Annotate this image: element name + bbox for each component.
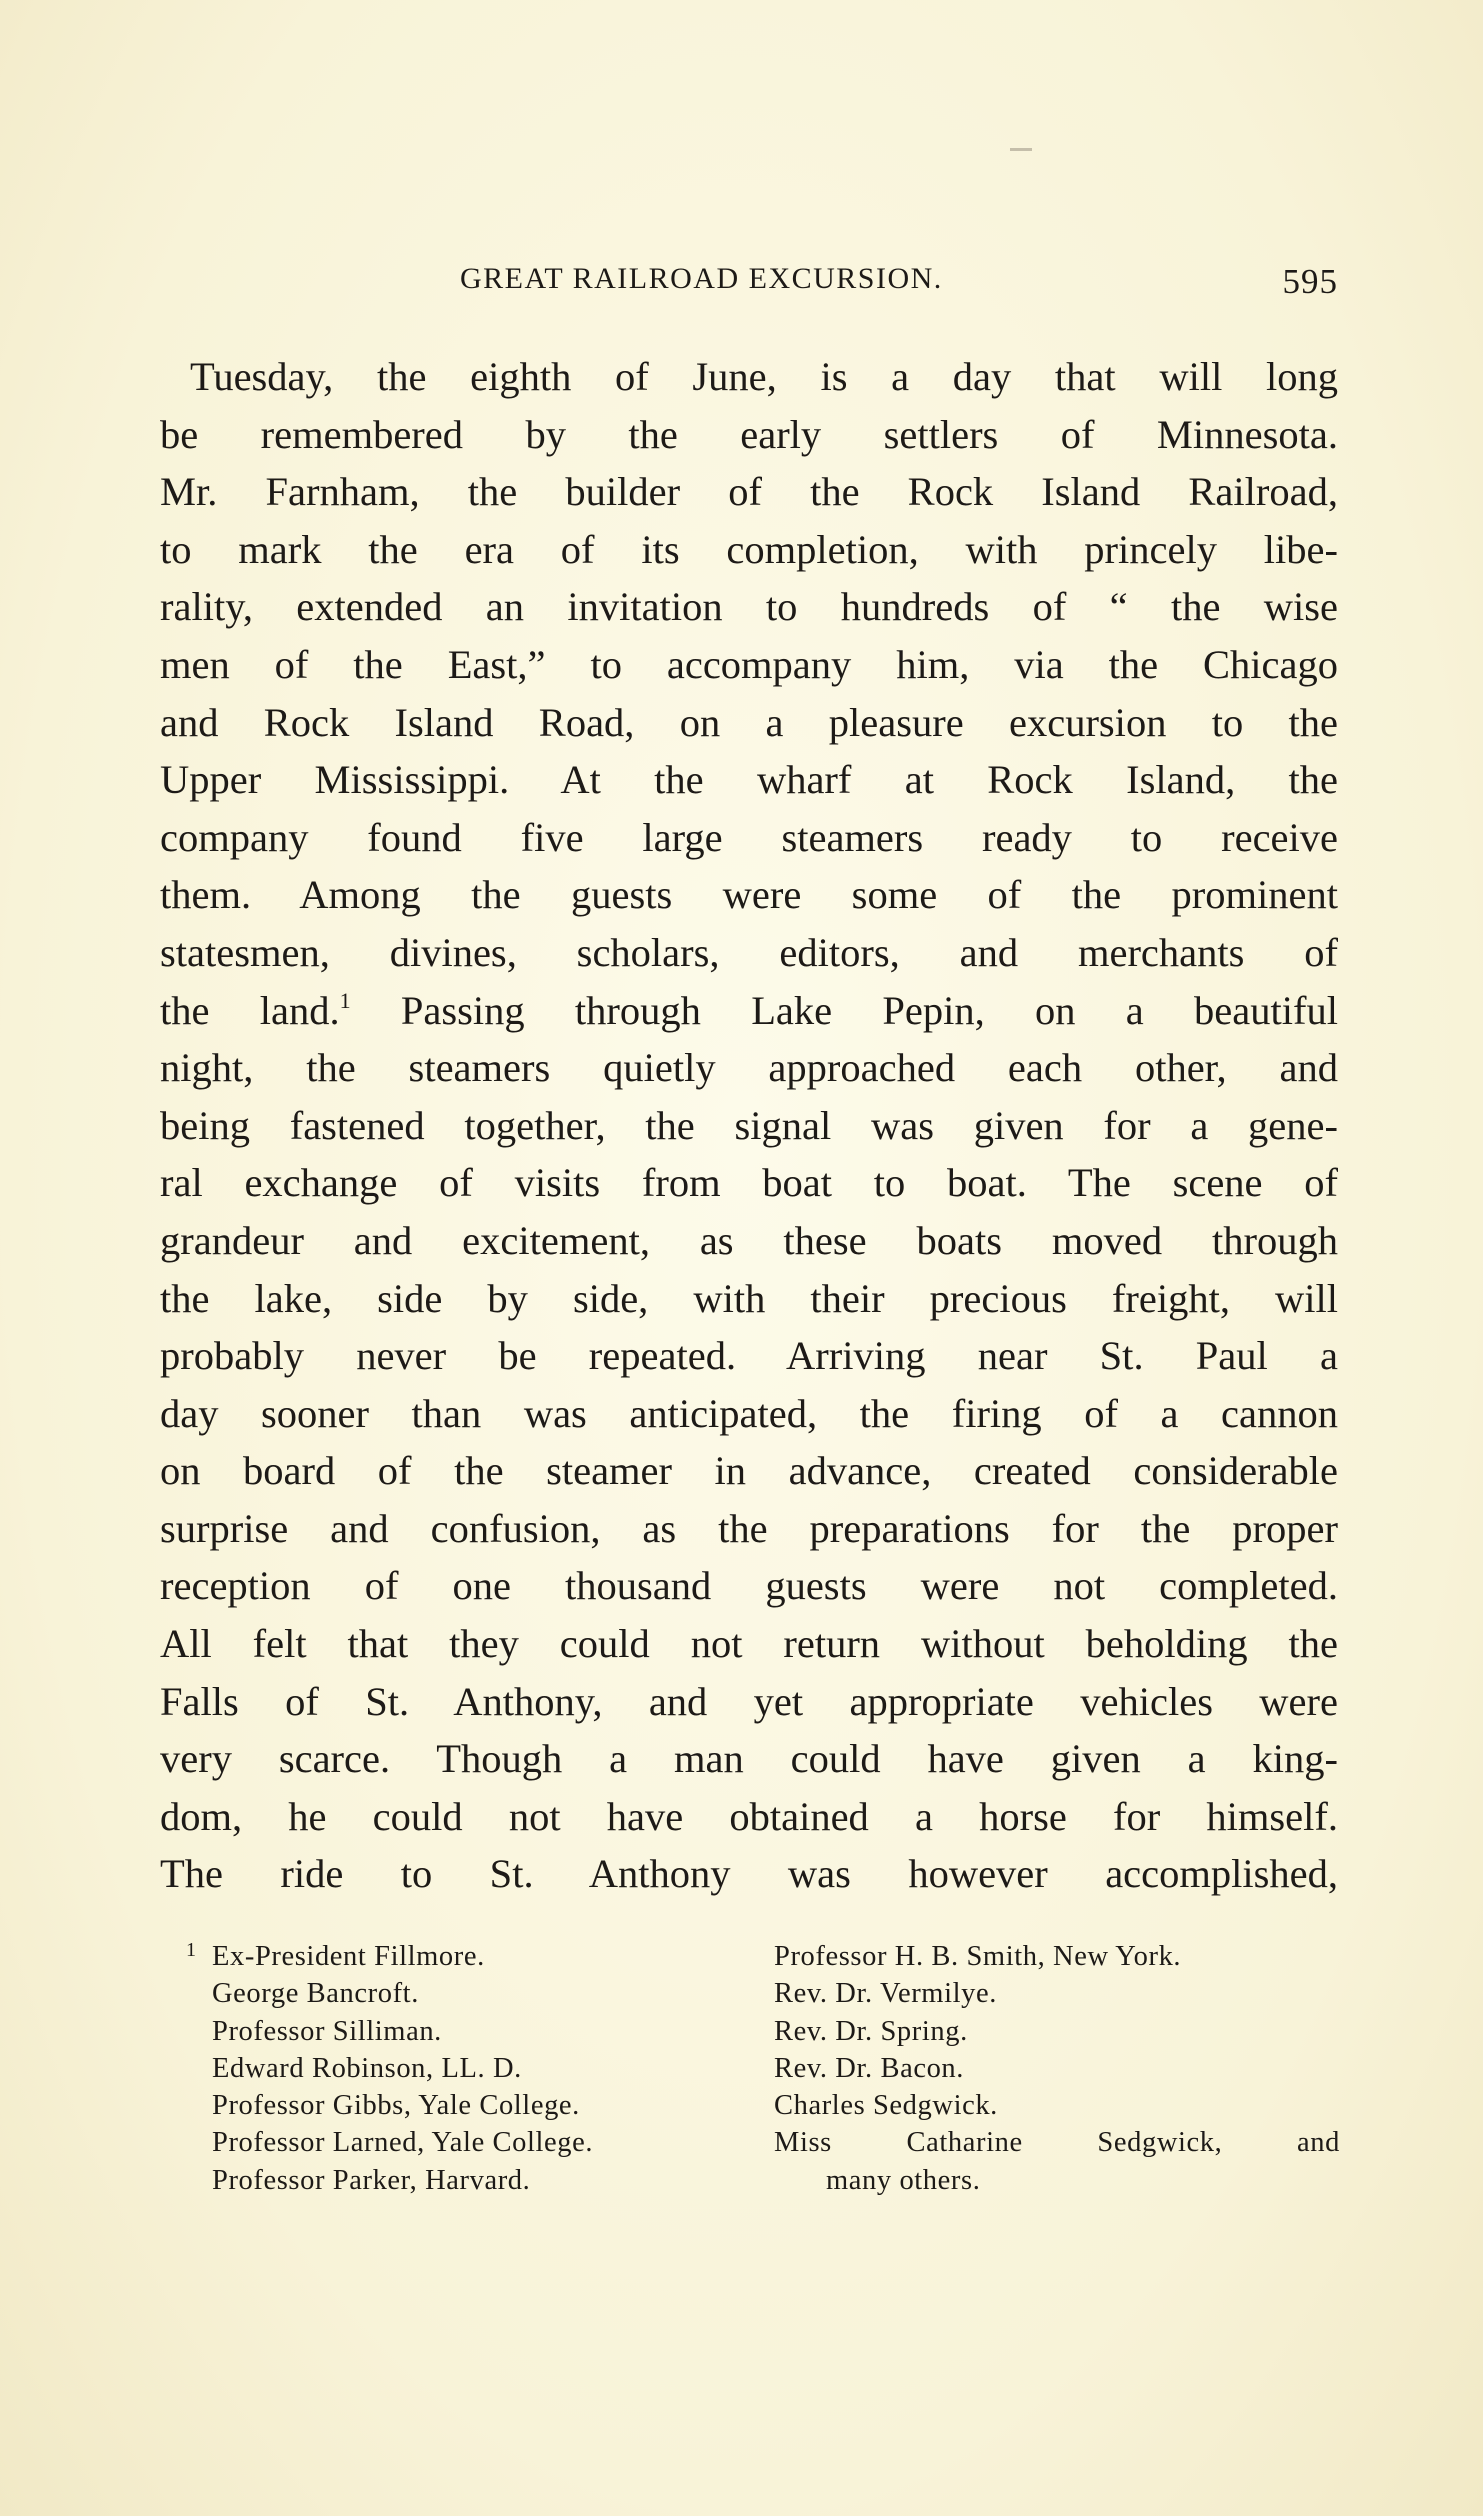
footnote-entry: Professor Gibbs, Yale College. <box>212 2090 580 2122</box>
footnote-name: Ex-President Fillmore. <box>212 1941 485 1972</box>
body-line: reception of one thousand guests were not completed. <box>160 1563 1338 1609</box>
body-line: probably never be repeated. Arriving near St. Paul a <box>160 1333 1338 1379</box>
body-line: being fastened together, the signal was given for a gene- <box>160 1102 1338 1148</box>
body-line-part: the land. <box>160 987 340 1033</box>
body-line: dom, he could not have obtained a horse for himself. <box>160 1793 1338 1839</box>
footnote-entry: Rev. Dr. Bacon. <box>774 2052 964 2084</box>
body-line: to mark the era of its completion, with princely libe- <box>160 526 1338 572</box>
footnote-entry: Edward Robinson, LL. D. <box>212 2052 522 2084</box>
body-line: statesmen, divines, scholars, editors, and merchants of <box>160 929 1338 975</box>
body-line: very scarce. Though a man could have given a king- <box>160 1736 1338 1782</box>
footnote-column-left <box>186 1938 746 2199</box>
footnote-entry: 1 Ex-President Fillmore. <box>186 1939 485 1972</box>
footnote-entry: George Bancroft. <box>212 1978 419 2010</box>
body-line-part: Passing through Lake Pepin, on a beautiful <box>400 987 1338 1033</box>
body-line: Tuesday, the eighth of June, is a day that will long <box>190 354 1338 399</box>
footnote-entry: Rev. Dr. Spring. <box>774 2015 968 2047</box>
body-line: company found five large steamers ready to receive <box>160 814 1338 860</box>
body-line: The ride to St. Anthony was however accomplished, <box>160 1851 1338 1897</box>
body-line-with-footnote <box>160 982 1338 1040</box>
body-line: Mr. Farnham, the builder of the Rock Island Railroad, <box>160 469 1338 515</box>
footnote-entry: Professor Parker, Harvard. <box>212 2164 531 2196</box>
body-line: Upper Mississippi. At the wharf at Rock Island, the <box>160 757 1338 803</box>
footnote-entry: Professor H. B. Smith, New York. <box>774 1941 1182 1972</box>
body-line: on board of the steamer in advance, created considerable <box>160 1448 1338 1494</box>
body-line: grandeur and excitement, as these boats moved through <box>160 1217 1338 1263</box>
body-line: ral exchange of visits from boat to boat. The scene of <box>160 1160 1338 1206</box>
body-line: them. Among the guests were some of the prominent <box>160 872 1338 918</box>
footnote-entry: Miss Catharine Sedgwick, and <box>774 2127 1340 2159</box>
footnote-entry: many others. <box>826 2164 981 2196</box>
footnote-entry: Charles Sedgwick. <box>774 2090 998 2122</box>
footnote-reference[interactable]: 1 <box>339 987 351 1013</box>
body-line: and Rock Island Road, on a pleasure excursion to the <box>160 699 1338 745</box>
footnote-column-right <box>774 1938 1340 2199</box>
footnote-entry: Professor Larned, Yale College. <box>212 2127 594 2159</box>
page-number: 595 <box>1282 262 1338 301</box>
footnote-entry: Professor Silliman. <box>212 2015 442 2047</box>
running-title: GREAT RAILROAD EXCURSION. <box>460 262 943 295</box>
footnote-entry: Rev. Dr. Vermilye. <box>774 1978 997 2010</box>
body-line: day sooner than was anticipated, the firing of a cannon <box>160 1390 1338 1436</box>
body-line: the lake, side by side, with their precious freight, will <box>160 1275 1338 1321</box>
body-line: All felt that they could not return without beholding the <box>160 1621 1338 1667</box>
body-line: be remembered by the early settlers of Minnesota. <box>160 411 1338 457</box>
running-head <box>460 262 1338 302</box>
body-line: night, the steamers quietly approached each other, and <box>160 1045 1338 1091</box>
body-line: men of the East,” to accompany him, via the Chicago <box>160 641 1338 687</box>
body-line: rality, extended an invitation to hundreds of “ the wise <box>160 584 1338 630</box>
body-line: surprise and confusion, as the preparations for the proper <box>160 1505 1338 1551</box>
print-speck <box>1010 148 1032 151</box>
body-paragraph <box>160 348 1338 1961</box>
body-line: Falls of St. Anthony, and yet appropriate vehicles were <box>160 1678 1338 1724</box>
